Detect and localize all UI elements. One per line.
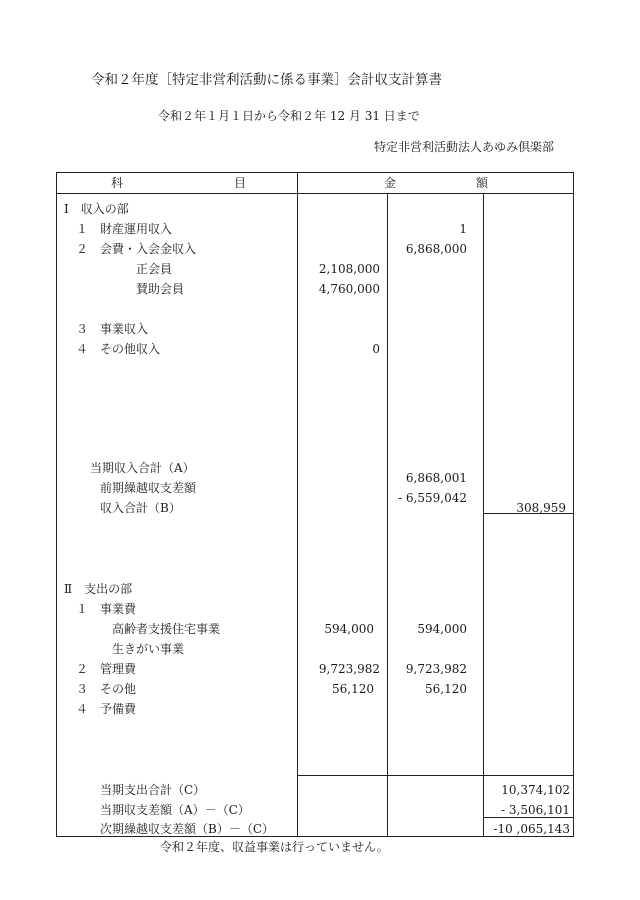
carried-forward-amount: - 6,559,042 [398,491,467,505]
management-expense-label: ２ 管理費 [76,662,137,676]
income-total-amount: 308,959 [516,501,566,515]
business-income-label: ３ 事業収入 [76,322,149,336]
property-income-label: １ 財産運用収入 [76,222,173,236]
expense-section-label: Ⅱ 支出の部 [64,582,133,596]
membership-income-label: ２ 会費・入会金収入 [76,242,197,256]
table-left-border [56,172,57,837]
other-expense-amount-a: 56,120 [332,682,374,696]
expense-total-rule [297,775,574,776]
header-amount-1: 金 [384,176,397,190]
business-expense-label: １ 事業費 [76,602,137,616]
elderly-housing-amount-b: 594,000 [417,622,467,636]
reserve-expense-label: ４ 予備費 [76,702,137,716]
current-balance-amount: - 3,506,101 [501,803,570,817]
table-right-border [573,172,574,837]
header-amount-2: 額 [476,176,489,190]
footnote: 令和２年度、収益事業は行っていません。 [160,840,389,854]
amount-col1-divider [387,193,388,837]
current-expense-total-amount: 10,374,102 [501,783,570,797]
document-title: 令和２年度［特定非営利活動に係る事業］会計収支計算書 [91,72,442,88]
organization-name: 特定非営利活動法人あゆみ倶楽部 [374,140,555,154]
income-total-label: 収入合計（B） [100,501,181,515]
supporting-members-label: 賛助会員 [136,282,185,296]
table-bottom-border [56,836,574,837]
supporting-members-amount: 4,760,000 [318,282,380,296]
table-top-border [56,172,574,173]
fiscal-period: 令和２年１月１日から令和２年 12 月 31 日まで [158,109,420,123]
carried-forward-label: 前期繰越収支差額 [100,481,197,495]
current-income-total-amount: 6,868,001 [405,471,467,485]
amount-col2-divider [483,193,484,837]
ikigai-project-label: 生きがい事業 [112,642,185,656]
next-carry-amount: -10 ,065,143 [493,822,570,836]
other-income-amount: 0 [372,342,380,356]
next-carry-rule [483,817,574,818]
table-header-divider [56,193,574,194]
elderly-housing-label: 高齢者支援住宅事業 [112,622,221,636]
current-income-total-label: 当期収入合計（A） [90,461,195,475]
header-subject-2: 目 [234,176,247,190]
current-expense-total-label: 当期支出合計（C） [100,783,206,797]
membership-income-amount: 6,868,000 [405,242,467,256]
income-section-label: Ⅰ 収入の部 [64,202,129,216]
elderly-housing-amount-a: 594,000 [324,622,374,636]
next-carry-label: 次期繰越収支差額（B）－（C） [100,822,275,836]
property-income-amount: 1 [459,222,467,236]
header-subject-1: 科 [111,176,124,190]
other-income-label: ４ その他収入 [76,342,161,356]
management-amount-b: 9,723,982 [405,662,467,676]
current-balance-label: 当期収支差額（A）－（C） [100,803,250,817]
regular-members-label: 正会員 [136,262,173,276]
management-amount-a: 9,723,982 [318,662,380,676]
other-expense-amount-b: 56,120 [425,682,467,696]
regular-members-amount: 2,108,000 [318,262,380,276]
other-expense-label: ３ その他 [76,682,137,696]
